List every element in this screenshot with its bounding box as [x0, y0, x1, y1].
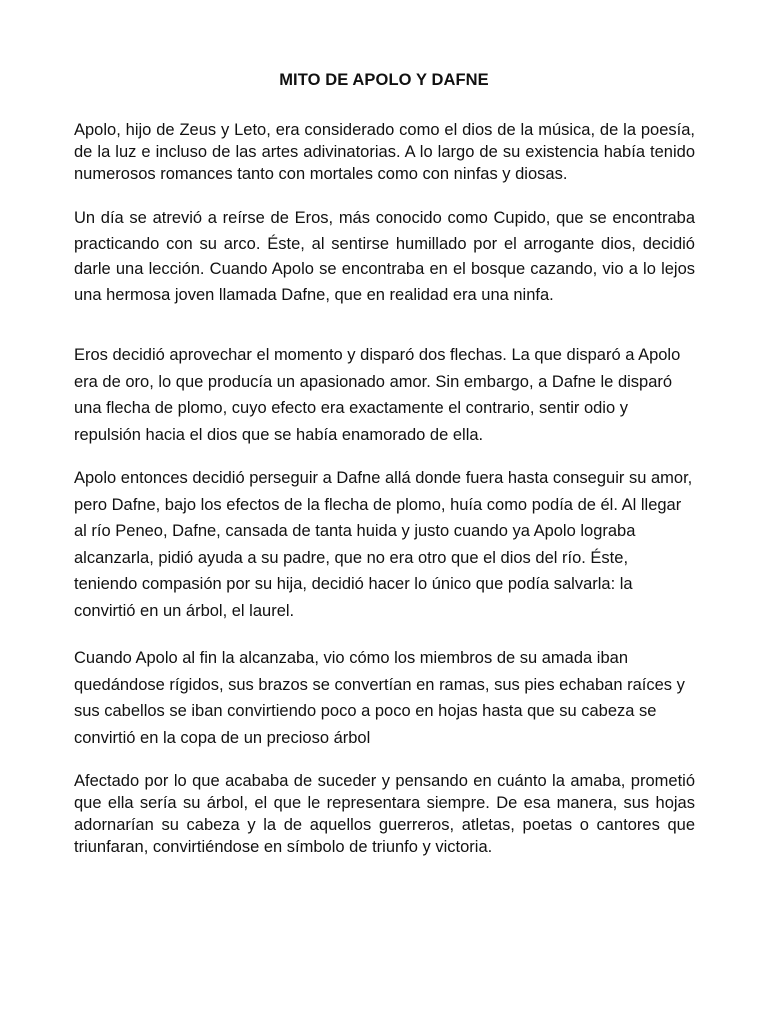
paragraph-two-arrows: Eros decidió aprovechar el momento y disparó dos flechas. La que disparó a Apolo era de oro, lo que producía un apasionado amor. Sin embargo, a Dafne le disparó una flecha de plomo, cuyo efecto era exactamente el contrario, sentir odio y repulsión hacia el dios que se había enamorado de ella. [74, 346, 681, 444]
paragraph-laurel-symbol: Afectado por lo que acababa de suceder y pensando en cuánto la amaba, prometió que ella sería su árbol, el que le representara siempre. De esa manera, sus hojas adornarían su cabeza y la de aquellos guerreros, atletas, poetas o cantores que triunfaran, convirtiéndose en símbolo de triunfo y victoria. [74, 772, 695, 856]
paragraph-eros-mockery: Un día se atrevió a reírse de Eros, más conocido como Cupido, que se encontraba practicando con su arco. Éste, al sentirse humillado por el arrogante dios, decidió darle una lección. Cuando Apolo se encontraba en el bosque cazando, vio a lo lejos una hermosa joven llamada Dafne, que en realidad era una ninfa. [74, 209, 695, 304]
paragraph-apolo-intro: Apolo, hijo de Zeus y Leto, era considerado como el dios de la música, de la poesía, de la luz e incluso de las artes adivinatorias. A lo largo de su existencia había tenido numerosos romances tanto con mortales como con ninfas y diosas. [74, 121, 695, 183]
document-title: MITO DE APOLO Y DAFNE [279, 71, 489, 89]
paragraph-transformation: Cuando Apolo al fin la alcanzaba, vio cómo los miembros de su amada iban quedándose rígidos, sus brazos se convertían en ramas, sus pies echaban raíces y sus cabellos se iban convirtiendo poco a poco en hojas hasta que su cabeza se convirtió en la copa de un precioso árbol [74, 649, 685, 747]
paragraph-pursuit: Apolo entonces decidió perseguir a Dafne allá donde fuera hasta conseguir su amor, pero Dafne, bajo los efectos de la flecha de plomo, huía como podía de él. Al llegar al río Peneo, Dafne, cansada de tanta huida y justo cuando ya Apolo lograba alcanzarla, pidió ayuda a su padre, que no era otro que el dios del río. Éste, teniendo compasión por su hija, decidió hacer lo único que podía salvarla: la convirtió en un árbol, el laurel. [74, 469, 693, 620]
